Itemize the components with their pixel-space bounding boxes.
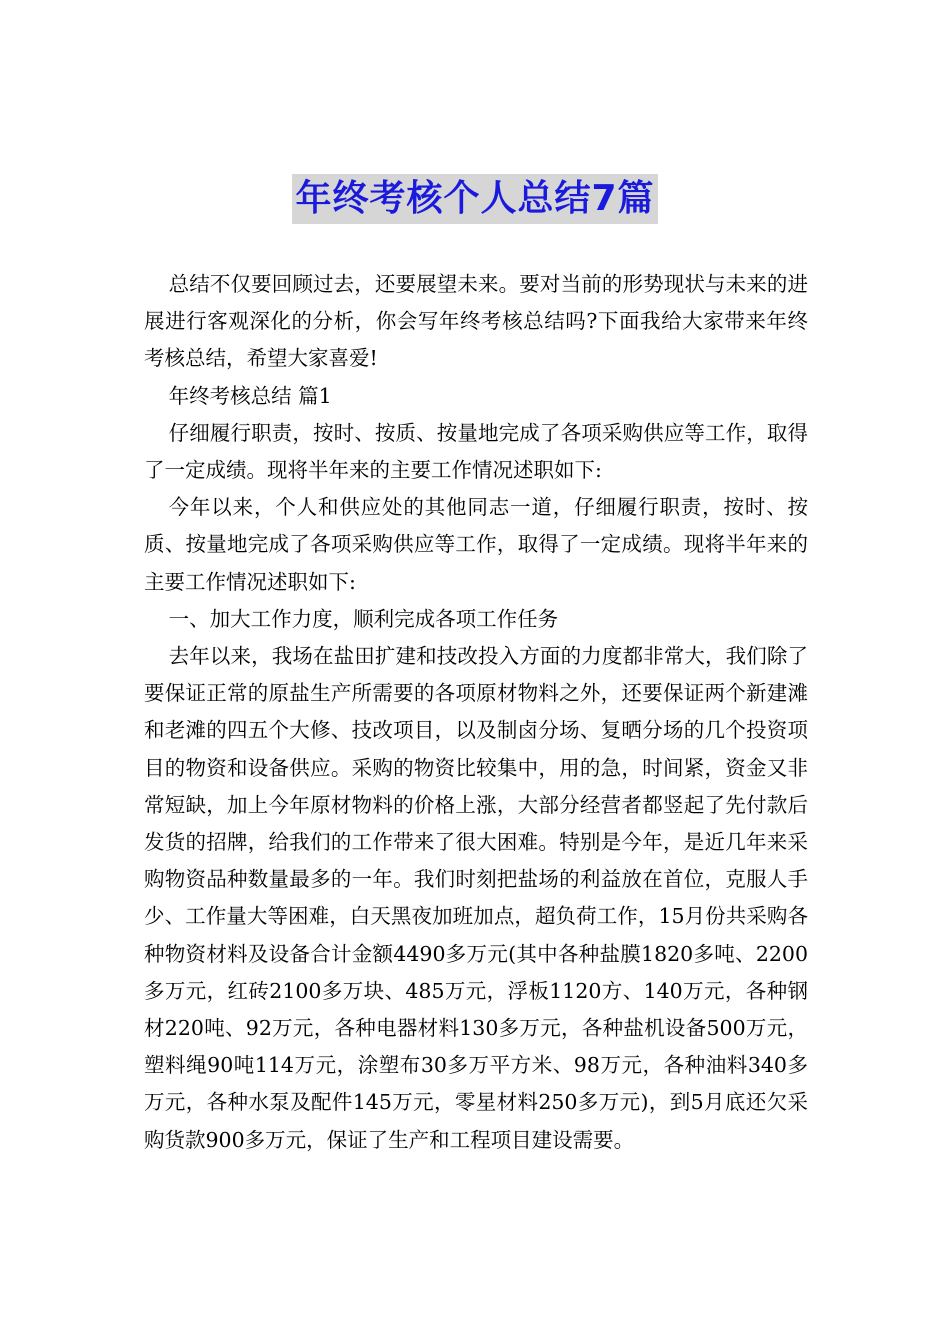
document-title: 年终考核个人总结7篇 [292,174,657,224]
intro-paragraph: 总结不仅要回顾过去，还要展望未来。要对当前的形势现状与未来的进展进行客观深化的分析，你会写年终考核总结吗?下面我给大家带来年终考核总结，希望大家喜爱! [144,272,808,371]
body-paragraph: 今年以来，个人和供应处的其他同志一道，仔细履行职责，按时、按质、按量地完成了各项采购供应等工作，取得了一定成绩。现将半年来的主要工作情况述职如下: [144,495,808,594]
title-block [0,174,950,224]
body-paragraph: 仔细履行职责，按时、按质、按量地完成了各项采购供应等工作，取得了一定成绩。现将半年来的主要工作情况述职如下: [144,420,808,483]
subsection-heading: 一、加大工作力度，顺利完成各项工作任务 [168,606,559,631]
section-heading: 年终考核总结 篇1 [168,383,332,408]
body-paragraph: 去年以来，我场在盐田扩建和技改投入方面的力度都非常大，我们除了要保证正常的原盐生产所需要的各项原材物料之外，还要保证两个新建滩和老滩的四五个大修、技改项目，以及制卤分场、复晒分场的几个投资项目的物资和设备供应。采购的物资比较集中，用的急，时间紧，资金又非常短缺，加上今年原材物料的价格上涨，大部分经营者都竖起了先付款后发货的招牌，给我们的工作带来了很大困难。特别是今年，是近几年来采购物资品种数量最多的一年。我们时刻把盐场的利益放在首位，克服人手少、工作量大等困难，白天黑夜加班加点，超负荷工作，15月份共采购各种物资材料及设备合计金额4490多万元(其中各种盐膜1820多吨、2200多万元，红砖2100多万块、485万元，浮板1120方、140万元，各种钢材220吨、92万元，各种电器材料130多万元，各种盐机设备500万元，塑料绳90吨114万元，涂塑布30多万平方米、98万元，各种油料340多万元，各种水泵及配件145万元，零星材料250多万元)，到5月底还欠采购货款900多万元，保证了生产和工程项目建设需要。 [144,644,808,1152]
document-body [144,266,808,1159]
